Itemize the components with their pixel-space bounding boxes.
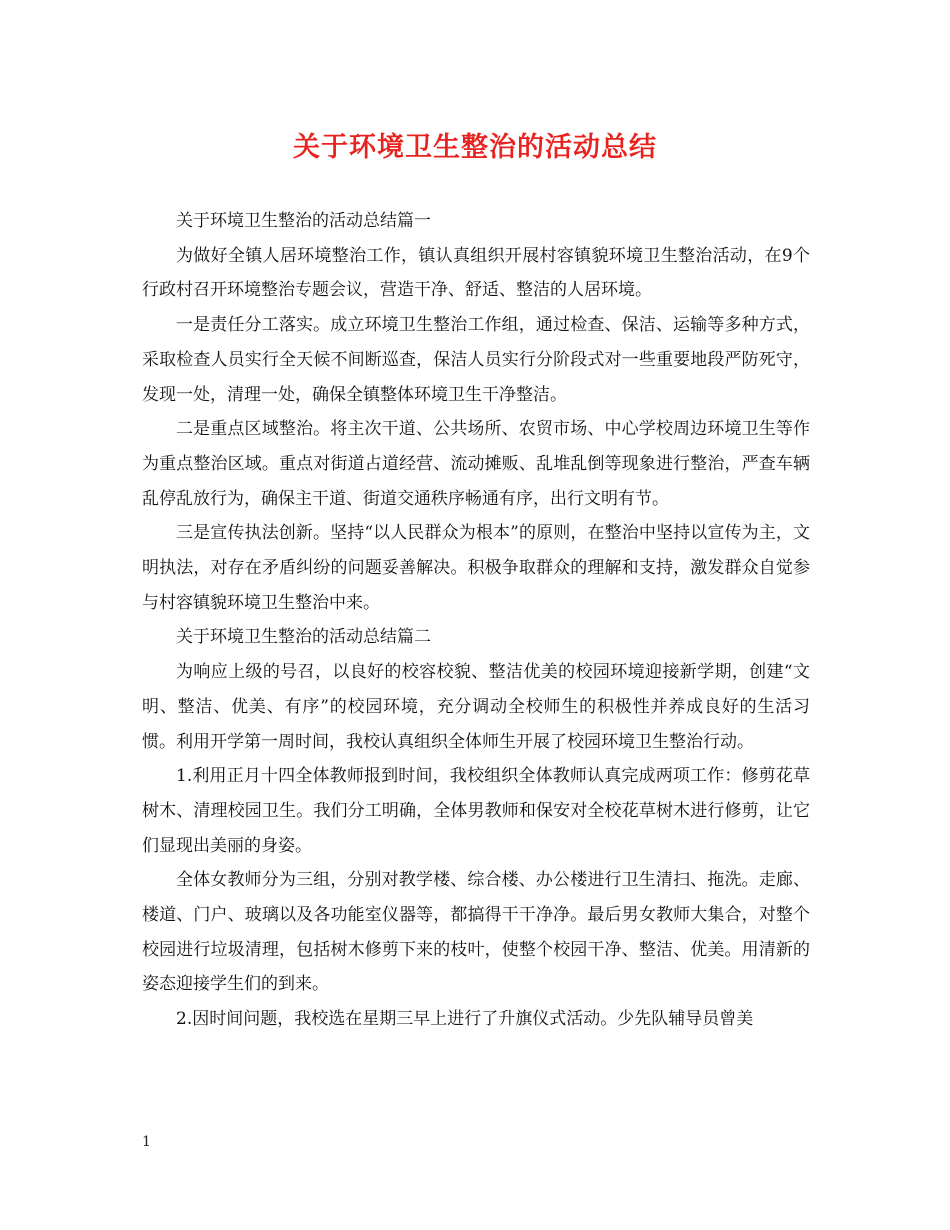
paragraph: 一是责任分工落实。成立环境卫生整治工作组，通过检查、保洁、运输等多种方式，采取检查人员实行全天候不间断巡查，保洁人员实行分阶段式对一些重要地段严防死守，发现一处，清理一处，确保全镇整体环境卫生干净整洁。 bbox=[142, 315, 810, 405]
paragraph: 为响应上级的号召，以良好的校容校貌、整洁优美的校园环境迎接新学期，创建“文明、整洁、优美、有序”的校园环境，充分调动全校师生的积极性并养成良好的生活习惯。利用开学第一周时间，我校认真组织全体师生开展了校园环境卫生整治行动。 bbox=[142, 662, 810, 752]
section-heading: 关于环境卫生整治的活动总结篇一 bbox=[176, 211, 431, 231]
paragraph: 1.利用正月十四全体教师报到时间，我校组织全体教师认真完成两项工作：修剪花草树木、清理校园卫生。我们分工明确，全体男教师和保安对全校花草树木进行修剪，让它们显现出美丽的身姿。 bbox=[142, 766, 810, 856]
document-title: 关于环境卫生整治的活动总结 bbox=[293, 132, 657, 163]
paragraph: 2.因时间问题，我校选在星期三早上进行了升旗仪式活动。少先队辅导员曾美 bbox=[176, 1009, 754, 1030]
paragraph: 全体女教师分为三组，分别对教学楼、综合楼、办公楼进行卫生清扫、拖洗。走廊、楼道、门户、玻璃以及各功能室仪器等，都搞得干干净净。最后男女教师大集合，对整个校园进行垃圾清理，包括树木修剪下来的枝叶，使整个校园干净、整洁、优美。用清新的姿态迎接学生们的到来。 bbox=[142, 870, 810, 995]
section-heading: 关于环境卫生整治的活动总结篇二 bbox=[176, 627, 431, 648]
paragraph: 为做好全镇人居环境整治工作，镇认真组织开展村容镇貌环境卫生整治活动，在9个行政村召开环境整治专题会议，营造干净、舒适、整洁的人居环境。 bbox=[142, 245, 810, 301]
paragraph: 三是宣传执法创新。坚持“以人民群众为根本”的原则，在整治中坚持以宣传为主，文明执法，对存在矛盾纠纷的问题妥善解决。积极争取群众的理解和支持，激发群众自觉参与村容镇貌环境卫生整治中来。 bbox=[142, 523, 810, 613]
page-number: 1 bbox=[142, 1134, 151, 1150]
paragraph: 二是重点区域整治。将主次干道、公共场所、农贸市场、中心学校周边环境卫生等作为重点整治区域。重点对街道占道经营、流动摊贩、乱堆乱倒等现象进行整治，严查车辆乱停乱放行为，确保主干道、街道交通秩序畅通有序，出行文明有节。 bbox=[142, 419, 810, 509]
document-body bbox=[142, 204, 810, 1037]
